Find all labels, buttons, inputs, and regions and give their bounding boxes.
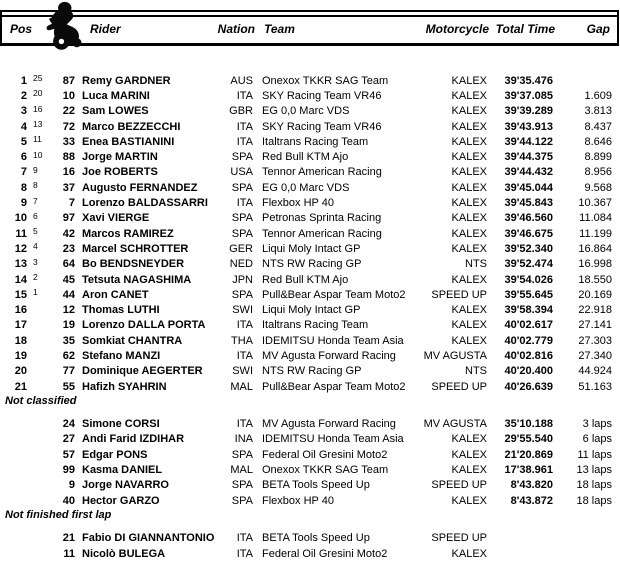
rider-number-cell: 64 bbox=[62, 258, 75, 271]
motorcycle-cell: MV AGUSTA bbox=[423, 349, 487, 362]
total-time-cell: 35'10.188 bbox=[504, 418, 553, 431]
rider-name-cell: Enea BASTIANINI bbox=[82, 135, 175, 148]
table-row bbox=[0, 226, 612, 241]
position-cell: 11 bbox=[15, 227, 27, 240]
col-header-pos: Pos bbox=[10, 22, 33, 36]
team-cell: EG 0,0 Marc VDS bbox=[262, 105, 350, 118]
total-time-cell: 40'02.779 bbox=[504, 334, 553, 347]
motorcycle-cell: KALEX bbox=[451, 212, 487, 225]
table-row bbox=[0, 462, 612, 477]
rider-name-cell: Lorenzo BALDASSARRI bbox=[82, 197, 208, 210]
team-cell: MV Agusta Forward Racing bbox=[262, 349, 396, 362]
position-cell: 18 bbox=[14, 334, 27, 347]
rider-number-cell: 88 bbox=[62, 151, 75, 164]
motorcycle-cell: NTS bbox=[465, 258, 487, 271]
gap-cell: 27.303 bbox=[578, 334, 612, 347]
rider-number-cell: 16 bbox=[62, 166, 75, 179]
rider-number-cell: 11 bbox=[63, 547, 75, 560]
total-time-cell: 39'39.289 bbox=[504, 105, 553, 118]
points-cell: 5 bbox=[33, 226, 38, 237]
rider-name-cell: Marcos RAMIREZ bbox=[82, 227, 174, 240]
total-time-cell: 39'45.843 bbox=[504, 197, 553, 210]
total-time-cell: 39'46.675 bbox=[504, 227, 553, 240]
rider-name-cell: Andi Farid IZDIHAR bbox=[82, 433, 185, 446]
gap-cell: 18 laps bbox=[576, 494, 612, 507]
motorcycle-cell: KALEX bbox=[451, 166, 487, 179]
motorcycle-cell: KALEX bbox=[451, 464, 487, 477]
col-header-nation: Nation bbox=[217, 22, 255, 36]
position-cell: 15 bbox=[14, 288, 27, 301]
position-cell: 9 bbox=[20, 197, 27, 210]
rider-name-cell: Jorge MARTIN bbox=[82, 151, 158, 164]
total-time-cell: 39'35.476 bbox=[504, 74, 553, 87]
team-cell: IDEMITSU Honda Team Asia bbox=[262, 433, 404, 446]
team-cell: Italtrans Racing Team bbox=[262, 135, 369, 148]
gap-cell: 8.899 bbox=[584, 151, 612, 164]
rider-number-cell: 33 bbox=[62, 135, 75, 148]
gap-cell: 8.437 bbox=[584, 120, 612, 133]
gap-cell: 27.141 bbox=[578, 319, 612, 332]
nation-cell: MAL bbox=[230, 464, 253, 477]
position-cell: 7 bbox=[20, 166, 27, 179]
total-time-cell: 40'02.816 bbox=[504, 349, 553, 362]
team-cell: SKY Racing Team VR46 bbox=[262, 120, 382, 133]
points-cell: 11 bbox=[33, 134, 42, 145]
total-time-cell: 39'55.645 bbox=[504, 288, 553, 301]
team-cell: Pull&Bear Aspar Team Moto2 bbox=[262, 288, 406, 301]
rider-name-cell: Thomas LUTHI bbox=[82, 304, 160, 317]
motorcycle-cell: KALEX bbox=[451, 89, 487, 102]
position-cell: 20 bbox=[14, 365, 27, 378]
position-cell: 14 bbox=[14, 273, 27, 286]
table-row bbox=[0, 287, 612, 302]
column-headers bbox=[2, 17, 617, 43]
team-cell: Federal Oil Gresini Moto2 bbox=[262, 547, 388, 560]
motorcycle-cell: KALEX bbox=[451, 227, 487, 240]
points-cell: 1 bbox=[33, 287, 38, 298]
gap-cell: 27.340 bbox=[578, 349, 612, 362]
table-row bbox=[0, 531, 612, 546]
motorcycle-cell: SPEED UP bbox=[431, 479, 487, 492]
rider-number-cell: 57 bbox=[62, 448, 75, 461]
total-time-cell: 39'54.026 bbox=[504, 273, 553, 286]
position-cell: 17 bbox=[14, 319, 27, 332]
nation-cell: SWI bbox=[232, 365, 253, 378]
team-cell: Onexox TKKR SAG Team bbox=[262, 74, 389, 87]
rider-number-cell: 24 bbox=[62, 418, 75, 431]
rider-name-cell: Stefano MANZI bbox=[82, 349, 161, 362]
position-cell: 19 bbox=[14, 349, 27, 362]
position-cell: 4 bbox=[20, 120, 27, 133]
total-time-cell: 8'43.872 bbox=[510, 494, 553, 507]
gap-cell: 6 laps bbox=[582, 433, 612, 446]
rider-number-cell: 7 bbox=[68, 197, 75, 210]
nation-cell: AUS bbox=[230, 74, 253, 87]
position-cell: 16 bbox=[14, 304, 27, 317]
table-row bbox=[0, 165, 612, 180]
rider-number-cell: 9 bbox=[68, 479, 75, 492]
team-cell: Flexbox HP 40 bbox=[262, 494, 334, 507]
table-row bbox=[0, 478, 612, 493]
total-time-cell: 39'43.913 bbox=[504, 120, 553, 133]
rider-name-cell: Augusto FERNANDEZ bbox=[82, 181, 198, 194]
nation-cell: ITA bbox=[236, 120, 253, 133]
col-header-team: Team bbox=[264, 22, 295, 36]
rider-name-cell: Tetsuta NAGASHIMA bbox=[82, 273, 192, 286]
nation-cell: SPA bbox=[231, 288, 253, 301]
rider-number-cell: 87 bbox=[62, 74, 75, 87]
rider-name-cell: Lorenzo DALLA PORTA bbox=[82, 319, 206, 332]
col-header-motorcycle: Motorcycle bbox=[425, 22, 489, 36]
nation-cell: SPA bbox=[231, 448, 253, 461]
points-cell: 13 bbox=[33, 119, 43, 130]
table-row bbox=[0, 546, 612, 561]
table-row bbox=[0, 88, 612, 103]
gap-cell: 10.367 bbox=[578, 197, 612, 210]
team-cell: Pull&Bear Aspar Team Moto2 bbox=[262, 380, 406, 393]
table-row bbox=[0, 257, 612, 272]
nation-cell: USA bbox=[230, 166, 253, 179]
rider-number-cell: 22 bbox=[62, 105, 75, 118]
team-cell: BETA Tools Speed Up bbox=[262, 479, 370, 492]
motorcycle-cell: MV AGUSTA bbox=[423, 418, 487, 431]
rider-name-cell: Xavi VIERGE bbox=[82, 212, 150, 225]
team-cell: Onexox TKKR SAG Team bbox=[262, 464, 389, 477]
nation-cell: ITA bbox=[236, 349, 253, 362]
gap-cell: 11 laps bbox=[577, 448, 612, 461]
motorcycle-cell: KALEX bbox=[451, 304, 487, 317]
table-row bbox=[0, 333, 612, 348]
gap-cell: 51.163 bbox=[578, 380, 612, 393]
rider-name-cell: Simone CORSI bbox=[82, 418, 160, 431]
rider-number-cell: 37 bbox=[62, 181, 75, 194]
nation-cell: JPN bbox=[232, 273, 253, 286]
rider-number-cell: 35 bbox=[62, 334, 75, 347]
points-cell: 8 bbox=[33, 180, 38, 191]
gap-cell: 16.998 bbox=[578, 258, 612, 271]
nation-cell: SPA bbox=[231, 181, 253, 194]
nation-cell: SPA bbox=[231, 494, 253, 507]
team-cell: NTS RW Racing GP bbox=[262, 258, 362, 271]
table-row bbox=[0, 104, 612, 119]
table-row bbox=[0, 134, 612, 149]
rider-number-cell: 10 bbox=[62, 89, 75, 102]
nation-cell: ITA bbox=[236, 135, 253, 148]
col-header-rider: Rider bbox=[90, 22, 121, 36]
motorcycle-cell: SPEED UP bbox=[431, 380, 487, 393]
gap-cell: 3 laps bbox=[582, 418, 612, 431]
table-row bbox=[0, 447, 612, 462]
table-row bbox=[0, 73, 612, 88]
rider-number-cell: 45 bbox=[62, 273, 75, 286]
motorcycle-cell: NTS bbox=[465, 365, 487, 378]
table-row bbox=[0, 493, 612, 508]
rider-name-cell: Hector GARZO bbox=[82, 494, 160, 507]
table-row bbox=[0, 195, 612, 210]
motorcycle-cell: KALEX bbox=[451, 135, 487, 148]
nation-cell: ITA bbox=[236, 418, 253, 431]
table-row bbox=[0, 348, 612, 363]
rider-number-cell: 19 bbox=[62, 319, 75, 332]
points-cell: 2 bbox=[33, 272, 38, 282]
rider-name-cell: Edgar PONS bbox=[82, 448, 148, 461]
team-cell: Flexbox HP 40 bbox=[262, 197, 334, 210]
points-cell: 3 bbox=[33, 256, 38, 267]
total-time-cell: 21'20.869 bbox=[504, 448, 553, 461]
team-cell: Liqui Moly Intact GP bbox=[262, 304, 361, 317]
rider-number-cell: 72 bbox=[62, 120, 75, 133]
position-cell: 10 bbox=[14, 212, 27, 225]
nation-cell: ITA bbox=[236, 547, 253, 560]
points-cell: 10 bbox=[33, 149, 43, 160]
rider-name-cell: Somkiat CHANTRA bbox=[82, 334, 183, 347]
table-row bbox=[0, 119, 612, 134]
total-time-cell: 40'02.617 bbox=[504, 319, 553, 332]
nation-cell: SPA bbox=[231, 151, 253, 164]
gap-cell: 44.924 bbox=[578, 365, 612, 378]
nation-cell: GBR bbox=[229, 105, 253, 118]
gap-cell: 18 laps bbox=[576, 479, 612, 492]
rider-number-cell: 27 bbox=[62, 433, 75, 446]
motorcycle-cell: KALEX bbox=[451, 494, 487, 507]
total-time-cell: 39'44.432 bbox=[504, 166, 553, 179]
total-time-cell: 40'20.400 bbox=[504, 365, 553, 378]
position-cell: 12 bbox=[14, 242, 27, 255]
rider-number-cell: 62 bbox=[62, 349, 75, 362]
nation-cell: THA bbox=[231, 334, 253, 347]
team-cell: Tennor American Racing bbox=[262, 166, 382, 179]
points-cell: 7 bbox=[33, 195, 38, 206]
rider-name-cell: Marcel SCHROTTER bbox=[82, 242, 189, 255]
gap-cell: 8.956 bbox=[584, 166, 612, 179]
gap-cell: 13 laps bbox=[576, 464, 612, 477]
team-cell: MV Agusta Forward Racing bbox=[262, 418, 396, 431]
motorcycle-cell: KALEX bbox=[451, 120, 487, 133]
rider-number-cell: 40 bbox=[62, 494, 75, 507]
gap-cell: 11.199 bbox=[579, 227, 612, 240]
team-cell: Federal Oil Gresini Moto2 bbox=[262, 448, 388, 461]
rider-name-cell: Nicolò BULEGA bbox=[82, 547, 166, 560]
position-cell: 6 bbox=[20, 151, 27, 164]
gap-cell: 3.813 bbox=[584, 105, 612, 118]
rider-number-cell: 42 bbox=[62, 227, 75, 240]
nation-cell: SPA bbox=[231, 479, 253, 492]
points-cell: 6 bbox=[33, 210, 38, 221]
total-time-cell: 39'46.560 bbox=[504, 212, 553, 225]
points-cell: 9 bbox=[33, 164, 38, 175]
table-row bbox=[0, 302, 612, 317]
team-cell: Petronas Sprinta Racing bbox=[262, 212, 382, 225]
points-cell: 16 bbox=[33, 103, 43, 114]
total-time-cell: 39'37.085 bbox=[504, 89, 553, 102]
total-time-cell: 39'44.122 bbox=[504, 135, 553, 148]
team-cell: SKY Racing Team VR46 bbox=[262, 89, 382, 102]
team-cell: NTS RW Racing GP bbox=[262, 365, 362, 378]
motorcycle-cell: KALEX bbox=[451, 273, 487, 286]
rider-name-cell: Kasma DANIEL bbox=[82, 464, 163, 477]
header-top-double-rule bbox=[2, 10, 617, 17]
position-cell: 3 bbox=[20, 105, 27, 118]
motorcycle-cell: KALEX bbox=[451, 319, 487, 332]
rider-number-cell: 99 bbox=[62, 464, 75, 477]
total-time-cell: 39'58.394 bbox=[504, 304, 553, 317]
rider-number-cell: 12 bbox=[62, 304, 75, 317]
table-row bbox=[0, 417, 612, 432]
gap-cell: 1.609 bbox=[584, 89, 612, 102]
nation-cell: ITA bbox=[236, 89, 253, 102]
team-cell: Red Bull KTM Ajo bbox=[262, 273, 349, 286]
rider-name-cell: Luca MARINI bbox=[82, 89, 150, 102]
points-cell: 4 bbox=[33, 241, 38, 252]
team-cell: BETA Tools Speed Up bbox=[262, 532, 370, 545]
rider-name-cell: Fabio DI GIANNANTONIO bbox=[82, 532, 215, 545]
team-cell: IDEMITSU Honda Team Asia bbox=[262, 334, 404, 347]
motorcycle-cell: KALEX bbox=[451, 105, 487, 118]
motorcycle-cell: KALEX bbox=[451, 181, 487, 194]
total-time-cell: 39'52.340 bbox=[504, 242, 553, 255]
rider-name-cell: Aron CANET bbox=[82, 288, 149, 301]
table-header bbox=[0, 10, 619, 46]
motorcycle-cell: SPEED UP bbox=[431, 532, 487, 545]
nation-cell: ITA bbox=[236, 319, 253, 332]
total-time-cell: 39'45.044 bbox=[504, 181, 553, 194]
team-cell: Italtrans Racing Team bbox=[262, 319, 369, 332]
motorcycle-cell: KALEX bbox=[451, 242, 487, 255]
nation-cell: SPA bbox=[231, 212, 253, 225]
table-row bbox=[0, 149, 612, 164]
position-cell: 5 bbox=[20, 135, 27, 148]
table-row bbox=[0, 211, 612, 226]
points-cell: 20 bbox=[33, 88, 43, 99]
table-row bbox=[0, 364, 612, 379]
position-cell: 1 bbox=[20, 74, 27, 87]
total-time-cell: 8'43.820 bbox=[510, 479, 553, 492]
col-header-gap: Gap bbox=[586, 22, 610, 36]
rider-number-cell: 44 bbox=[62, 288, 75, 301]
table-row bbox=[0, 180, 612, 195]
position-cell: 2 bbox=[20, 89, 27, 102]
motorcycle-cell: KALEX bbox=[451, 448, 487, 461]
position-cell: 8 bbox=[20, 181, 27, 194]
total-time-cell: 29'55.540 bbox=[504, 433, 553, 446]
position-cell: 13 bbox=[14, 258, 27, 271]
team-cell: Red Bull KTM Ajo bbox=[262, 151, 349, 164]
rider-name-cell: Bo BENDSNEYDER bbox=[82, 258, 185, 271]
col-header-total-time: Total Time bbox=[495, 22, 555, 36]
rider-name-cell: Hafizh SYAHRIN bbox=[82, 380, 167, 393]
team-cell: Liqui Moly Intact GP bbox=[262, 242, 361, 255]
total-time-cell: 39'52.474 bbox=[504, 258, 553, 271]
table-row bbox=[0, 318, 612, 333]
section-label: Not classified bbox=[5, 395, 77, 408]
gap-cell: 16.864 bbox=[578, 242, 612, 255]
nation-cell: NED bbox=[229, 258, 253, 271]
points-cell: 25 bbox=[33, 73, 43, 84]
table-row bbox=[0, 272, 612, 287]
motorcycle-cell: SPEED UP bbox=[431, 288, 487, 301]
nation-cell: ITA bbox=[236, 197, 253, 210]
rider-name-cell: Remy GARDNER bbox=[82, 74, 171, 87]
nation-cell: ITA bbox=[236, 532, 253, 545]
total-time-cell: 39'44.375 bbox=[504, 151, 553, 164]
motorcycle-cell: KALEX bbox=[451, 151, 487, 164]
motorcycle-racer-icon bbox=[45, 1, 87, 51]
rider-number-cell: 21 bbox=[62, 532, 75, 545]
rider-name-cell: Jorge NAVARRO bbox=[82, 479, 169, 492]
motorcycle-cell: KALEX bbox=[451, 334, 487, 347]
nation-cell: SPA bbox=[231, 227, 253, 240]
team-cell: Tennor American Racing bbox=[262, 227, 382, 240]
rider-name-cell: Dominique AEGERTER bbox=[82, 365, 203, 378]
gap-cell: 22.918 bbox=[578, 304, 612, 317]
total-time-cell: 17'38.961 bbox=[504, 464, 553, 477]
rider-name-cell: Marco BEZZECCHI bbox=[82, 120, 181, 133]
motorcycle-cell: KALEX bbox=[451, 433, 487, 446]
nation-cell: INA bbox=[234, 433, 253, 446]
rider-number-cell: 97 bbox=[62, 212, 75, 225]
nation-cell: MAL bbox=[230, 380, 253, 393]
nation-cell: GER bbox=[229, 242, 253, 255]
position-cell: 21 bbox=[14, 380, 27, 393]
gap-cell: 9.568 bbox=[584, 181, 612, 194]
gap-cell: 20.169 bbox=[578, 288, 612, 301]
total-time-cell: 40'26.639 bbox=[504, 380, 553, 393]
team-cell: EG 0,0 Marc VDS bbox=[262, 181, 350, 194]
section-label: Not finished first lap bbox=[5, 509, 112, 522]
results-body bbox=[0, 73, 612, 561]
gap-cell: 8.646 bbox=[584, 135, 612, 148]
motorcycle-cell: KALEX bbox=[451, 197, 487, 210]
motorcycle-cell: KALEX bbox=[451, 547, 487, 560]
table-row bbox=[0, 379, 612, 394]
table-row bbox=[0, 241, 612, 256]
gap-cell: 18.550 bbox=[578, 273, 612, 286]
nation-cell: SWI bbox=[232, 304, 253, 317]
rider-name-cell: Sam LOWES bbox=[82, 105, 149, 118]
rider-number-cell: 55 bbox=[62, 380, 75, 393]
gap-cell: 11.084 bbox=[579, 212, 612, 225]
rider-number-cell: 23 bbox=[62, 242, 75, 255]
table-row bbox=[0, 432, 612, 447]
motorcycle-cell: KALEX bbox=[451, 74, 487, 87]
rider-name-cell: Joe ROBERTS bbox=[82, 166, 158, 179]
rider-number-cell: 77 bbox=[62, 365, 75, 378]
